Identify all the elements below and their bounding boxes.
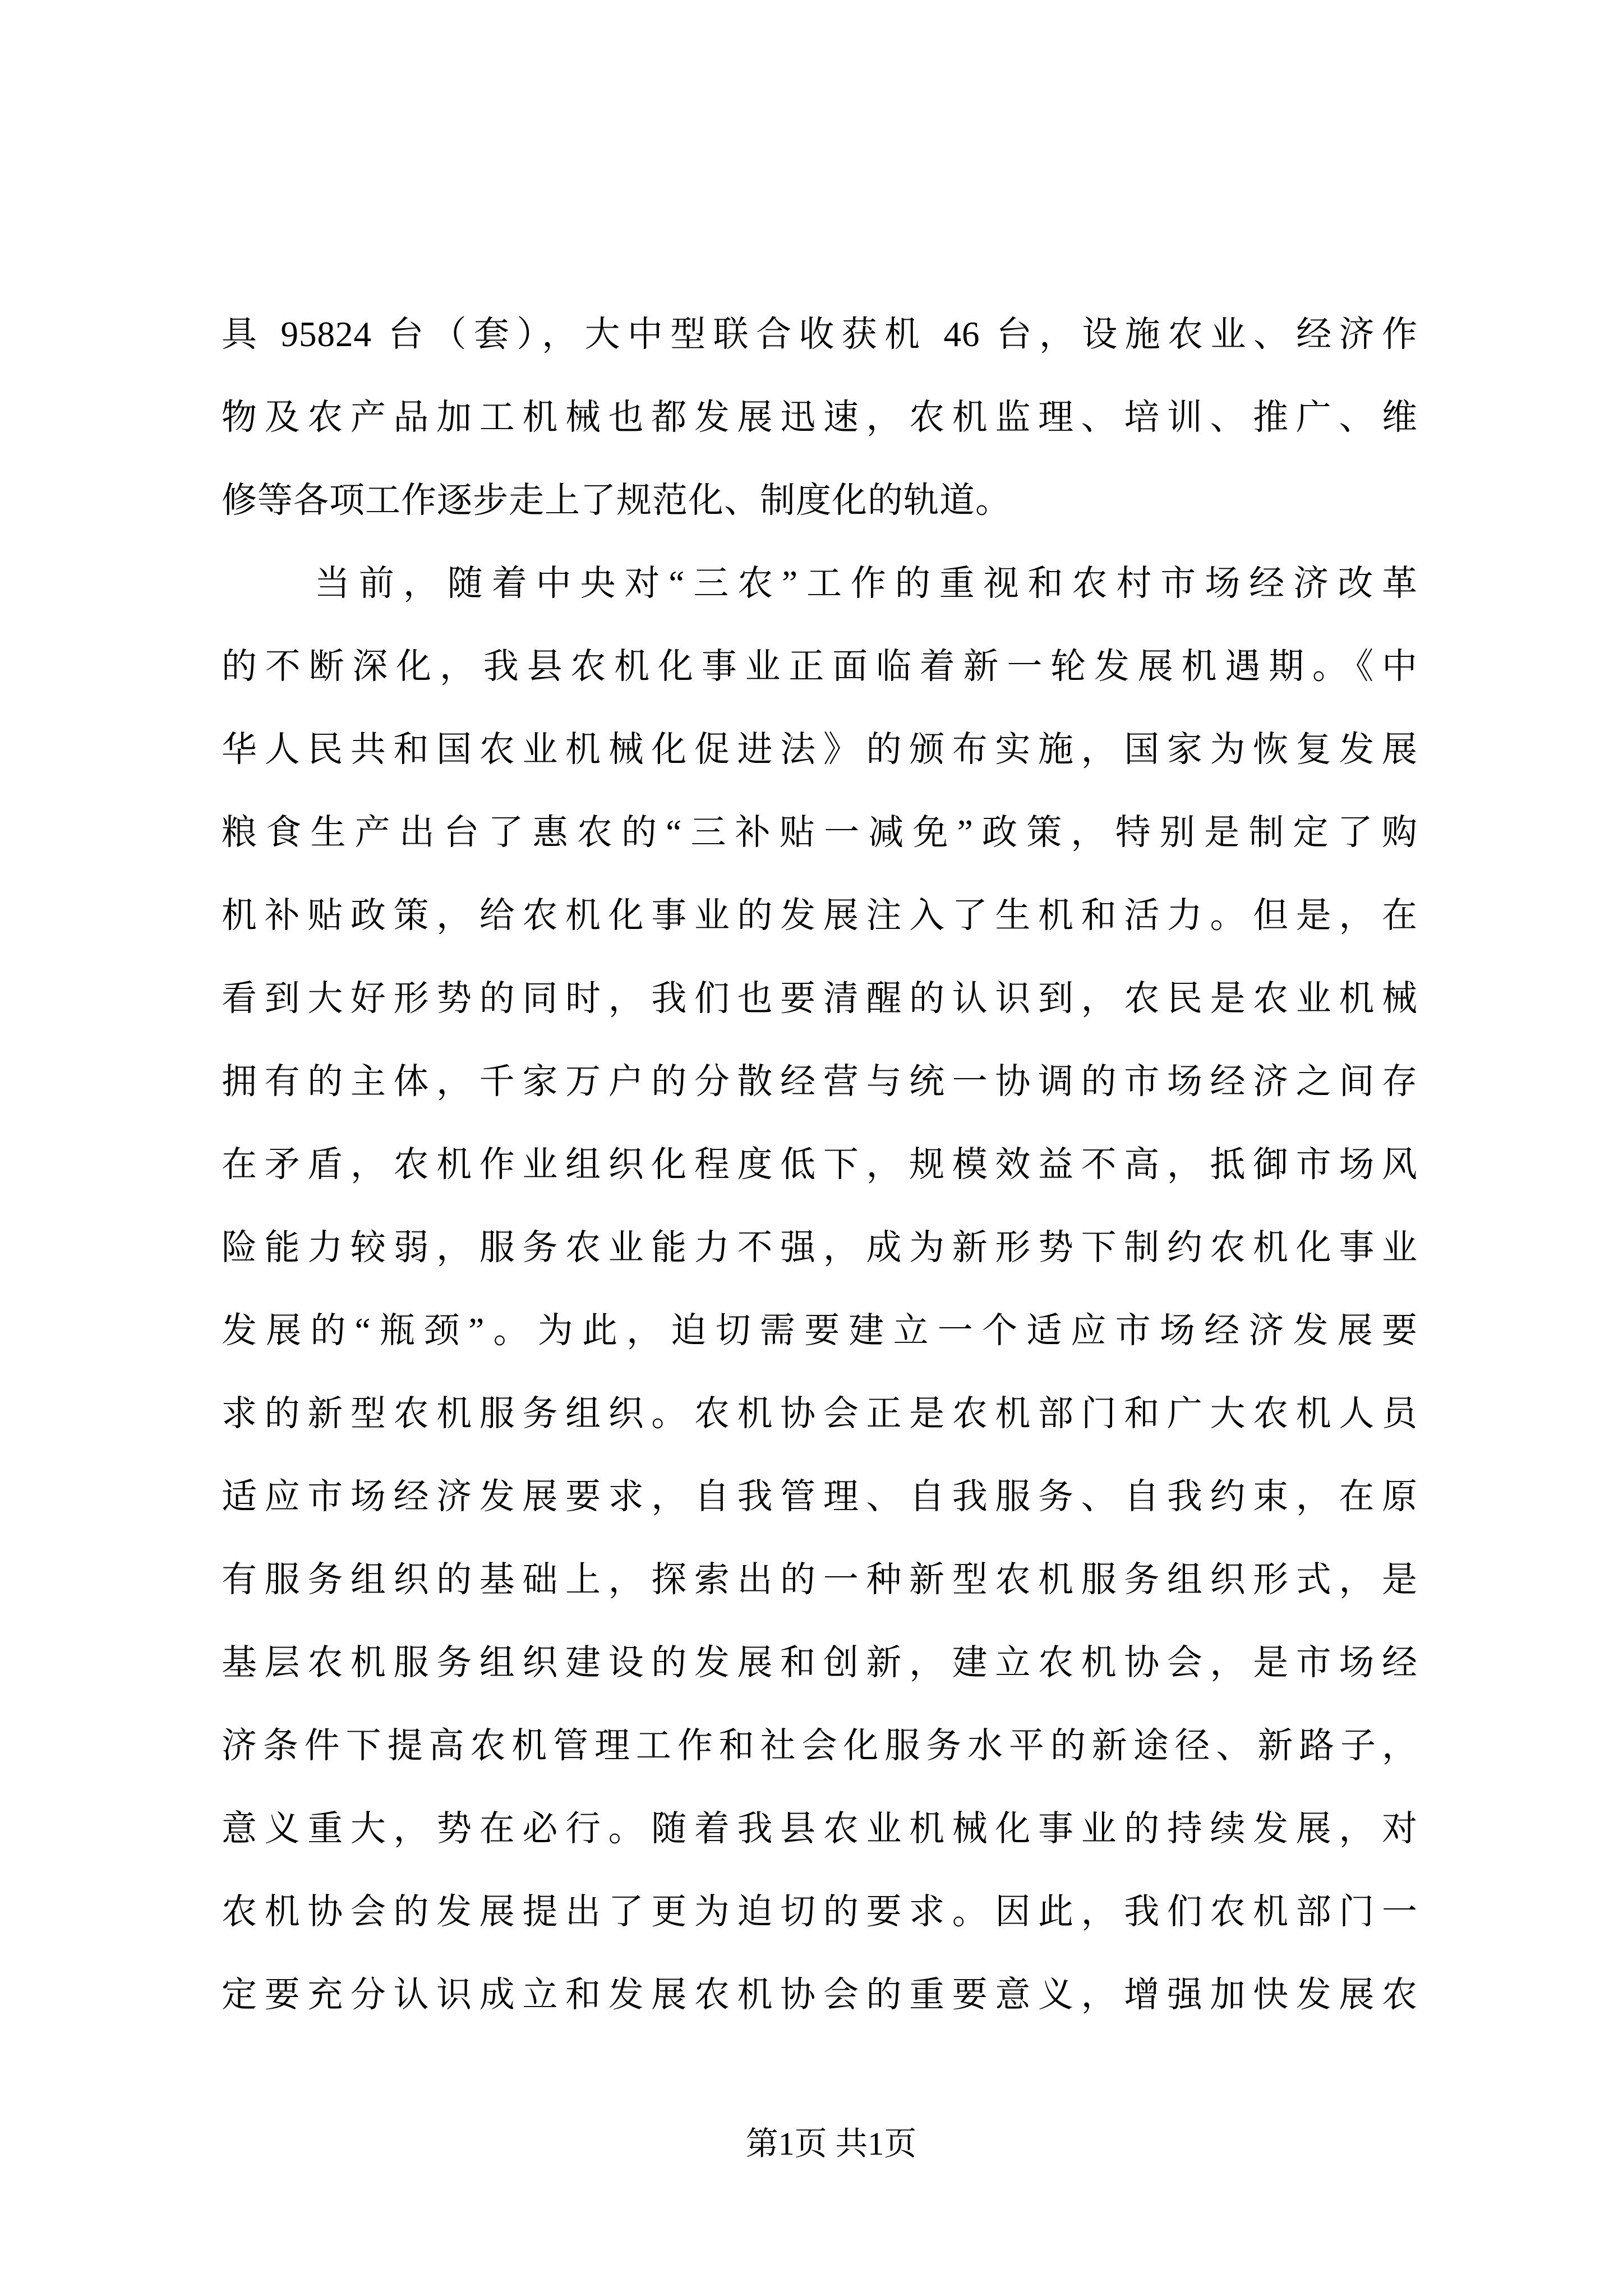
text-line: 农机协会的发展提出了更为迫切的要求。因此，我们农机部门一 [222, 1892, 1418, 1931]
text-line: 的不断深化，我县农机化事业正面临着新一轮发展机遇期。《中 [222, 647, 1418, 686]
text-line: 拥有的主体，千家万户的分散经营与统一协调的市场经济之间存 [222, 1062, 1418, 1101]
text-line: 济条件下提高农机管理工作和社会化服务水平的新途径、新路子， [222, 1726, 1418, 1765]
text-line: 求的新型农机服务组织。农机协会正是农机部门和广大农机人员 [222, 1394, 1418, 1433]
text-line: 具 95824 台（套），大中型联合收获机 46 台，设施农业、经济作 [222, 315, 1418, 354]
text-line: 修等各项工作逐步走上了规范化、制度化的轨道。 [222, 481, 1011, 520]
document-body [222, 293, 1418, 2036]
page-number-label: 第1页 共1页 [745, 2125, 917, 2162]
text-line: 看到大好形势的同时，我们也要清醒的认识到，农民是农业机械 [222, 979, 1418, 1018]
text-line: 有服务组织的基础上，探索出的一种新型农机服务组织形式，是 [222, 1560, 1418, 1599]
text-line: 当前，随着中央对“三农”工作的重视和农村市场经济改革 [315, 564, 1418, 603]
page-footer [0, 2122, 1623, 2166]
text-line: 在矛盾，农机作业组织化程度低下，规模效益不高，抵御市场风 [222, 1145, 1418, 1184]
text-line: 机补贴政策，给农机化事业的发展注入了生机和活力。但是，在 [222, 896, 1418, 935]
text-line: 险能力较弱，服务农业能力不强，成为新形势下制约农机化事业 [222, 1228, 1418, 1267]
text-line: 华人民共和国农业机械化促进法》的颁布实施，国家为恢复发展 [222, 730, 1418, 769]
text-line: 粮食生产出台了惠农的“三补贴一减免”政策，特别是制定了购 [222, 813, 1418, 852]
text-line: 物及农产品加工机械也都发展迅速，农机监理、培训、推广、维 [222, 398, 1418, 437]
text-line: 定要充分认识成立和发展农机协会的重要意义，增强加快发展农 [222, 1975, 1418, 2014]
text-line: 适应市场经济发展要求，自我管理、自我服务、自我约束，在原 [222, 1477, 1418, 1516]
text-line: 发展的“瓶颈”。为此，迫切需要建立一个适应市场经济发展要 [222, 1311, 1418, 1350]
text-line: 意义重大，势在必行。随着我县农业机械化事业的持续发展，对 [222, 1809, 1418, 1848]
text-line: 基层农机服务组织建设的发展和创新，建立农机协会，是市场经 [222, 1643, 1418, 1682]
